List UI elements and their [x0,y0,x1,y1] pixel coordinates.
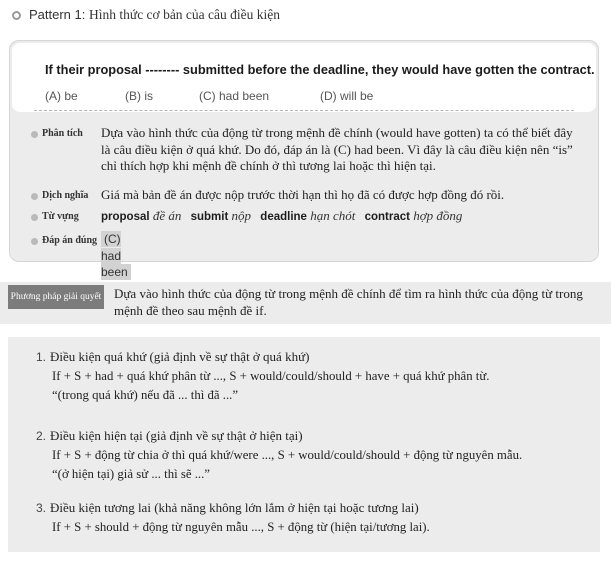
vocab-meaning: hạn chót [310,208,356,223]
rule-formula: If + S + động từ chia ở thì quá khứ/were ..., S + would/could/should + động từ nguyên mẫu. [52,448,523,462]
question-card [9,40,599,279]
rule-number: 2. [36,429,47,443]
circle-bullet-icon [12,11,21,20]
option-d[interactable]: (D) will be [320,89,374,103]
translation-label: Dịch nghĩa [42,190,89,201]
pattern-prefix: Pattern 1: [29,7,86,22]
method-line-1: Dựa vào hình thức của động từ trong mệnh đề chính để tìm ra hình thức của động từ trong [114,286,583,301]
row-dot-icon [31,238,38,245]
answer-value-wrap [101,231,131,281]
rule-item [36,498,430,537]
answer-label: Đáp án đúng [42,235,98,246]
row-dot-icon [31,214,38,221]
rule-formula: If + S + should + động từ nguyên mẫu ..., S + động từ (hiện tại/tương lai). [52,520,430,534]
analysis-line-2: là câu điều kiện ở quá khứ. Do đó, đáp án là (C) had been. Vì đây là câu điều kiện nên “is” [101,141,573,157]
pattern-header [12,7,280,23]
vocab-word: submit [190,211,229,223]
analysis-line-3: chỉ thích hợp khi mệnh đề chính ở thì tương lai hoặc thì hiện tại. [101,158,436,173]
pattern-title [29,7,280,23]
row-dot-icon [31,131,38,138]
dashed-divider [34,110,574,111]
question-sentence: If their proposal -------- submitted before the deadline, they would have gotten the contract. [45,62,595,77]
rule-heading-text: Điều kiện hiện tại (giả định về sự thật ở hiện tại) [50,428,303,443]
row-dot-icon [31,193,38,200]
rule-formula: If + S + had + quá khứ phân từ ..., S + would/could/should + have + quá khứ phân từ. [52,369,490,383]
option-b[interactable]: (B) is [125,89,153,103]
vocab-word: deadline [260,211,307,223]
rule-item [36,426,522,484]
rule-example: “(ở hiện tại) giả sử ... thì sẽ ...” [52,467,210,481]
vocab-meaning: nộp [231,208,252,223]
rules-box [8,337,600,552]
rule-number: 1. [36,350,47,364]
rule-heading [36,426,522,446]
vocabulary-label: Từ vựng [42,211,79,222]
translation-text: Giá mà bản đề án được nộp trước thời hạn thì họ đã có được hợp đồng đó rồi. [101,187,505,202]
method-line-2: mệnh đề theo sau mệnh đề if. [114,303,267,318]
analysis-line-1: Dựa vào hình thức của động từ trong mệnh đề chính (would have gotten) ta có thể biết đây [101,125,573,140]
option-c[interactable]: (C) had been [199,89,270,103]
correct-answer: (C) had been [101,231,131,280]
method-tag: Phương pháp giải quyết [8,285,104,309]
option-a[interactable]: (A) be [45,89,78,103]
rule-heading-text: Điều kiện quá khứ (giả định về sự thật ở quá khứ) [50,349,310,364]
analysis-label: Phân tích [42,128,83,139]
rule-heading [36,498,430,518]
rule-example: “(trong quá khứ) nếu đã ... thì đã ...” [52,388,239,402]
pattern-name: Hình thức cơ bản của câu điều kiện [89,7,281,22]
vocab-word: contract [364,211,410,223]
vocabulary-list [101,208,468,226]
question-panel [12,43,596,112]
rule-item [36,347,490,405]
rule-heading [36,347,490,367]
rule-number: 3. [36,501,47,515]
analysis-text [101,125,601,175]
rule-heading-text: Điều kiện tương lai (khả năng không lớn lắm ở hiện tại hoặc tương lai) [50,500,419,515]
vocab-meaning: hợp đồng [413,208,463,223]
method-text [114,285,594,319]
vocab-meaning: đề án [152,208,182,223]
vocab-word: proposal [101,211,150,223]
